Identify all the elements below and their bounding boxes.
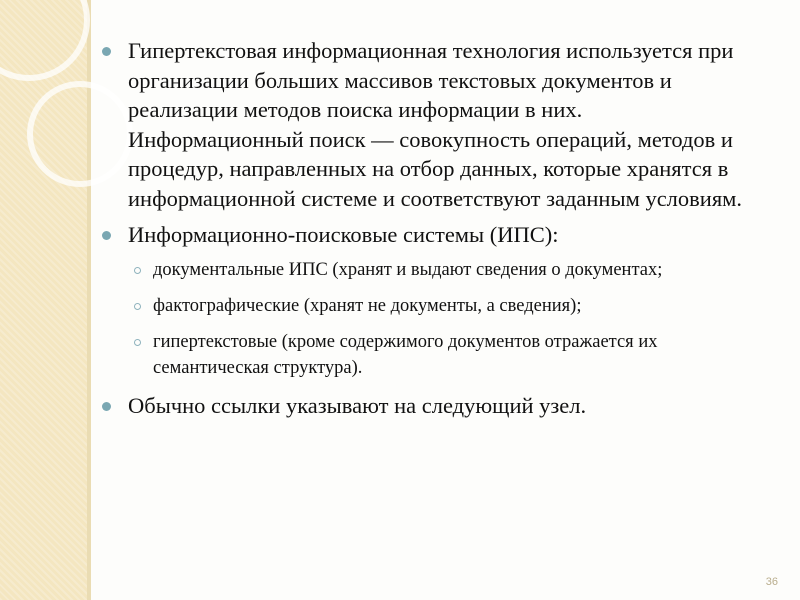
- bullet-text: Обычно ссылки указывают на следующий узел.: [128, 392, 587, 418]
- bullet-dot-icon: [102, 402, 111, 411]
- sub-bullet-icon: [134, 303, 141, 310]
- sub-bullet-text: документальные ИПС (хранят и выдают сведения о документах;: [153, 259, 663, 280]
- bullet-item: [100, 391, 750, 421]
- bullet-text: Гипертекстовая информационная технология используется при организации больших массивов текстовых документов и реализации методов поиска информации в них. Информационный поиск — совокупность операций, методов и процедур, направленных на отбор данных, которые хранятся в информационной системе и соответствуют заданным условиям.: [128, 38, 743, 211]
- bullet-dot-icon: [102, 47, 111, 56]
- bullet-dot-icon: [102, 231, 111, 240]
- sub-bullet-item: [100, 257, 750, 283]
- decorative-circle-large: [0, 0, 87, 78]
- slide-content: [100, 36, 750, 427]
- sub-bullet-icon: [134, 339, 141, 346]
- sub-bullet-item: [100, 329, 750, 381]
- bullet-item: [100, 220, 750, 250]
- sub-bullet-text: гипертекстовые (кроме содержимого документов отражается их семантическая структура).: [153, 331, 658, 378]
- sub-bullet-item: [100, 293, 750, 319]
- sub-bullet-icon: [134, 267, 141, 274]
- bullet-text: Информационно-поисковые системы (ИПС):: [128, 222, 559, 247]
- page-number: 36: [765, 576, 778, 588]
- sub-bullet-list: [100, 257, 750, 381]
- sub-bullet-text: фактографические (хранят не документы, а сведения);: [153, 295, 582, 316]
- bullet-item: [100, 36, 750, 213]
